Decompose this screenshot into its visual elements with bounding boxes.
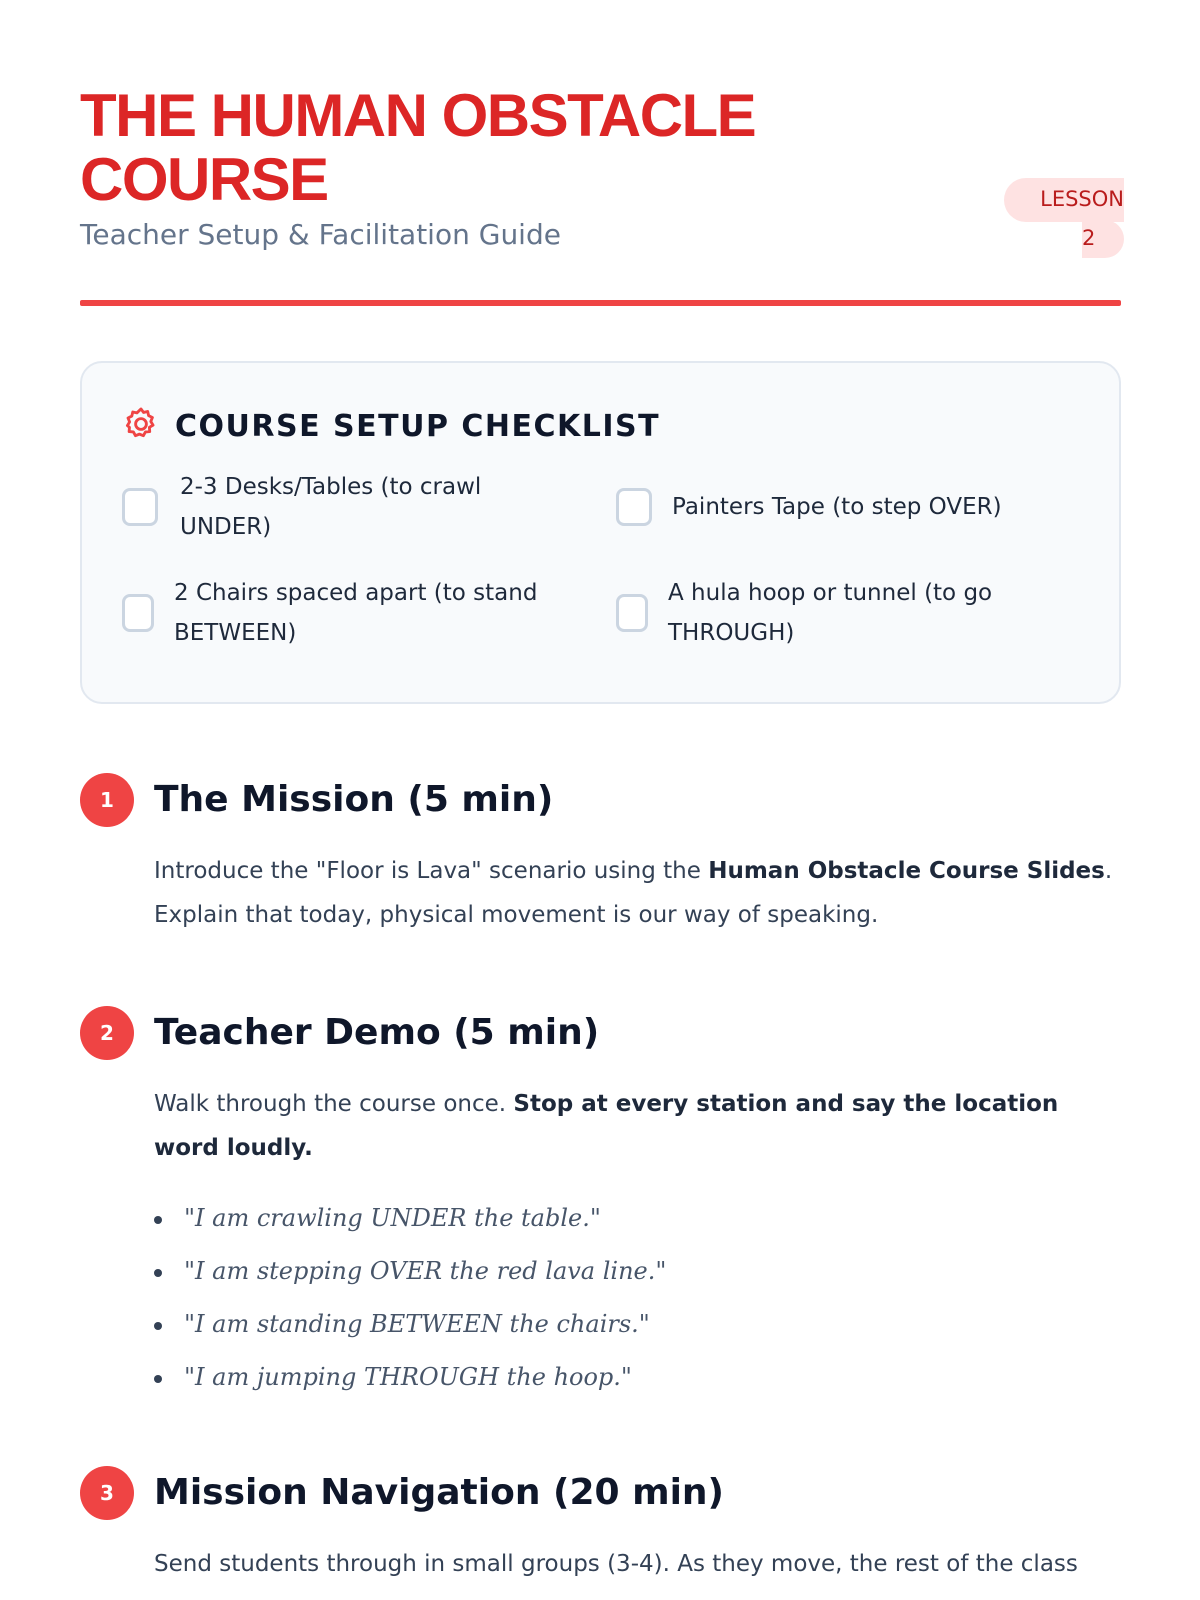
page-subtitle: Teacher Setup & Facilitation Guide bbox=[80, 218, 561, 251]
section-title: The Mission (5 min) bbox=[154, 779, 554, 820]
list-item: "I am stepping OVER the red lava line." bbox=[154, 1251, 666, 1304]
checkbox[interactable] bbox=[122, 594, 154, 632]
slides-reference: Human Obstacle Course Slides bbox=[708, 858, 1105, 884]
page-title: THE HUMAN OBSTACLE COURSE bbox=[80, 82, 756, 213]
gear-icon bbox=[122, 405, 160, 447]
checklist-item-label: Painters Tape (to step OVER) bbox=[672, 494, 1002, 520]
checklist-item-label: 2-3 Desks/Tables (to crawl UNDER) bbox=[180, 474, 482, 540]
header-divider bbox=[80, 300, 1121, 306]
checkbox[interactable] bbox=[616, 488, 652, 526]
checklist-item-label: 2 Chairs spaced apart (to stand BETWEEN) bbox=[174, 580, 538, 646]
checklist-item-chairs[interactable] bbox=[122, 573, 592, 653]
step-number-badge: 2 bbox=[80, 1006, 134, 1060]
emphasis-instruction: Stop at every station and say the location word loudly. bbox=[154, 1091, 1059, 1161]
demo-phrases-list bbox=[154, 1198, 666, 1410]
list-item: "I am standing BETWEEN the chairs." bbox=[154, 1304, 666, 1357]
section-title: Mission Navigation (20 min) bbox=[154, 1472, 725, 1513]
checklist-item-label: A hula hoop or tunnel (to go THROUGH) bbox=[668, 580, 993, 646]
setup-checklist-card bbox=[80, 361, 1121, 704]
lesson-number: 2 bbox=[1082, 220, 1124, 258]
checkbox[interactable] bbox=[122, 488, 158, 526]
checkbox[interactable] bbox=[616, 594, 648, 632]
section-body: Walk through the course once. Stop at every station and say the location word loudly. bbox=[154, 1091, 1059, 1161]
lesson-badge: LESSON bbox=[1004, 178, 1124, 222]
step-number-badge: 3 bbox=[80, 1466, 134, 1520]
checklist-item-tape[interactable] bbox=[616, 487, 1096, 527]
list-item: "I am jumping THROUGH the hoop." bbox=[154, 1357, 666, 1410]
checklist-title: COURSE SETUP CHECKLIST bbox=[175, 408, 661, 444]
checklist-header bbox=[122, 405, 660, 447]
step-number-badge: 1 bbox=[80, 773, 134, 827]
section-body: Introduce the "Floor is Lava" scenario using the Human Obstacle Course Slides. Explain that today, physical movement is our way of speaking. bbox=[154, 858, 1113, 928]
checklist-item-hoop[interactable] bbox=[616, 573, 1076, 653]
page-header bbox=[80, 84, 1122, 306]
section-title: Teacher Demo (5 min) bbox=[154, 1012, 600, 1053]
list-item: "I am crawling UNDER the table." bbox=[154, 1198, 666, 1251]
section-body: Send students through in small groups (3-4). As they move, the rest of the class bbox=[154, 1551, 1078, 1577]
checklist-item-desks[interactable] bbox=[122, 467, 572, 547]
